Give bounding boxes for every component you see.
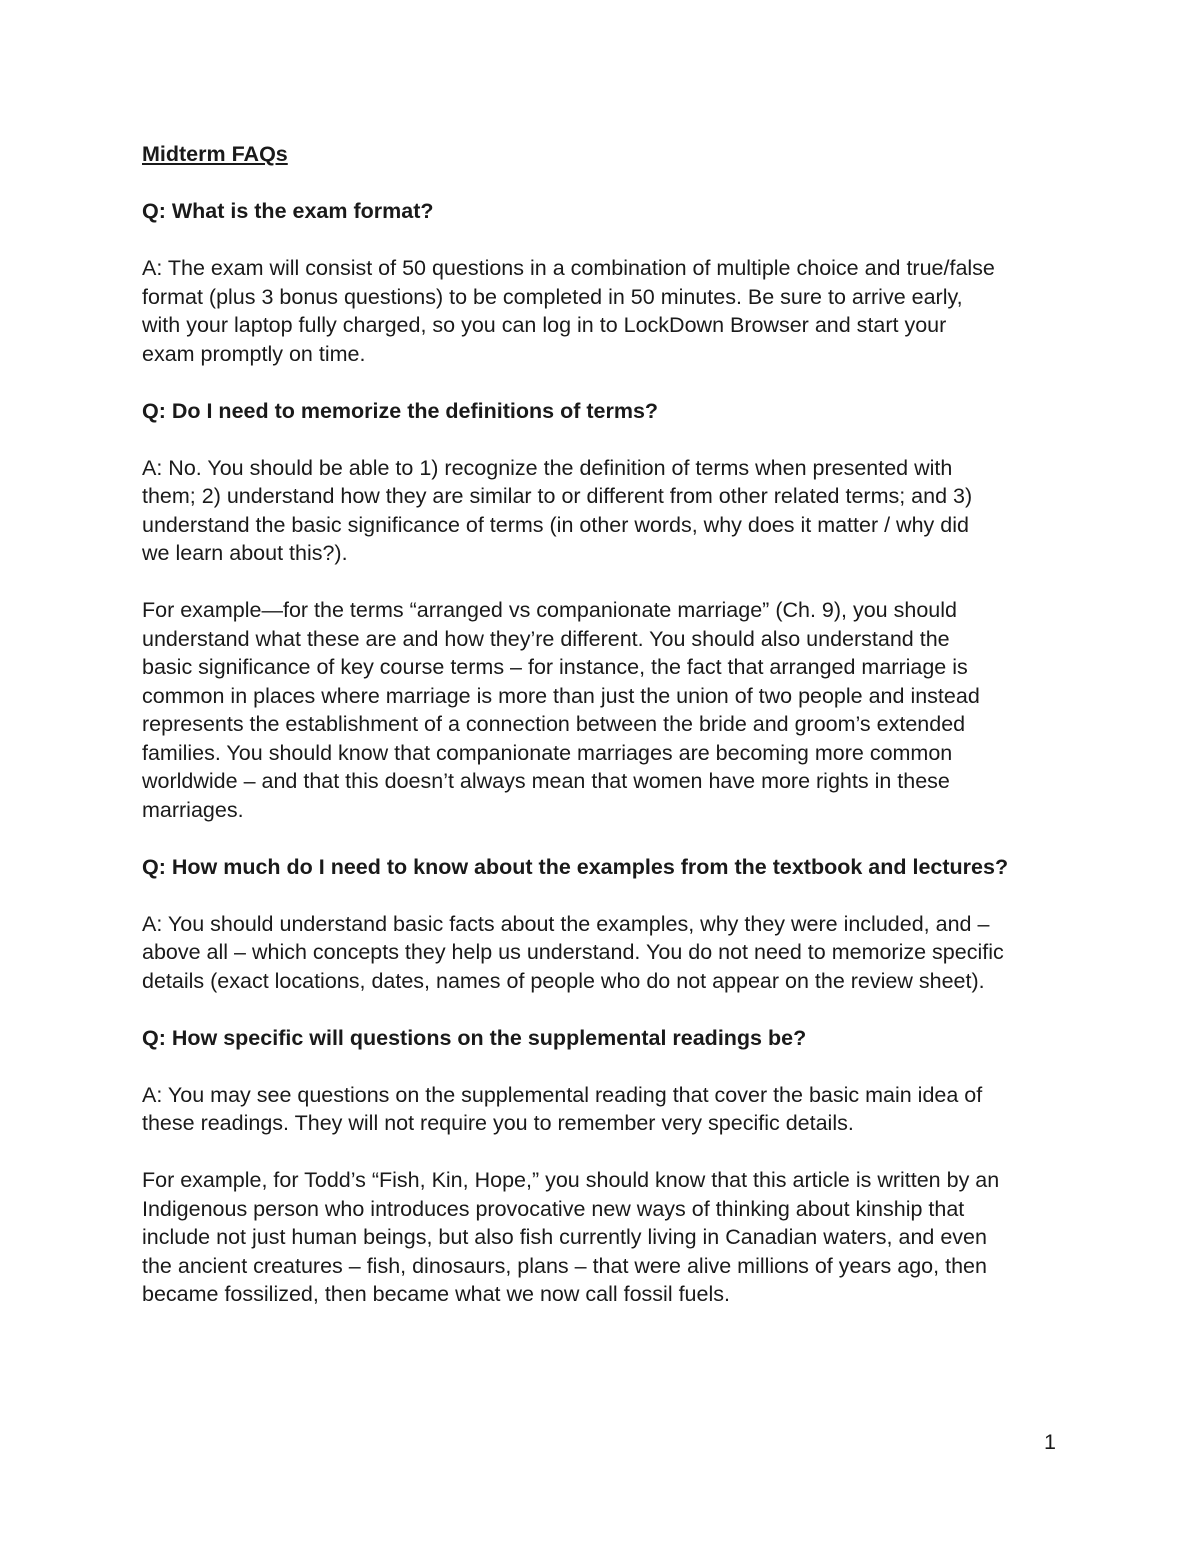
paragraph-line: A: You may see questions on the supplemental reading that cover the basic main idea of — [142, 1082, 983, 1107]
paragraph-line: A: You should understand basic facts about the examples, why they were included, and – — [142, 911, 990, 936]
paragraph-line: them; 2) understand how they are similar to or different from other related terms; and 3) — [142, 484, 973, 508]
paragraph-line: For example—for the terms “arranged vs companionate marriage” (Ch. 9), you should — [142, 598, 957, 622]
page-title: Midterm FAQs — [142, 142, 288, 166]
faq-question: Q: How much do I need to know about the examples from the textbook and lectures? — [142, 854, 1009, 879]
faq-answer-paragraph — [142, 454, 1072, 568]
faq-answer-paragraph — [142, 1081, 1072, 1138]
paragraph-line: became fossilized, then became what we now call fossil fuels. — [142, 1282, 730, 1306]
paragraph-line: worldwide – and that this doesn’t always mean that women have more rights in these — [142, 769, 950, 793]
paragraph-line: above all – which concepts they help us understand. You do not need to memorize specific — [142, 940, 1004, 964]
faq-answer-paragraph — [142, 910, 1072, 996]
paragraph-line: details (exact locations, dates, names of people who do not appear on the review sheet). — [142, 968, 985, 993]
paragraph-line: basic significance of key course terms – for instance, the fact that arranged marriage is — [142, 655, 968, 679]
paragraph-line: include not just human beings, but also fish currently living in Canadian waters, and even — [142, 1225, 987, 1249]
paragraph-line: understand what these are and how they’re different. You should also understand the — [142, 626, 950, 651]
faq-question: Q: Do I need to memorize the definitions of terms? — [142, 398, 659, 423]
paragraph-line: understand the basic significance of terms (in other words, why does it matter / why did — [142, 512, 969, 537]
paragraph-line: these readings. They will not require you to remember very specific details. — [142, 1111, 854, 1135]
document-body — [142, 140, 1072, 1337]
faq-question: Q: What is the exam format? — [142, 199, 434, 223]
faq-question: Q: How specific will questions on the supplemental readings be? — [142, 1025, 807, 1050]
faq-sections — [142, 197, 1072, 1309]
paragraph-line: A: No. You should be able to 1) recognize the definition of terms when presented with — [142, 455, 953, 480]
paragraph-line: common in places where marriage is more than just the union of two people and instead — [142, 683, 980, 708]
paragraph-line: families. You should know that companionate marriages are becoming more common — [142, 740, 953, 765]
paragraph-line: A: The exam will consist of 50 questions in a combination of multiple choice and true/false — [142, 256, 995, 280]
paragraph-line: Indigenous person who introduces provocative new ways of thinking about kinship that — [142, 1196, 965, 1221]
faq-answer-paragraph — [142, 254, 1072, 368]
paragraph-line: we learn about this?). — [142, 541, 348, 565]
paragraph-line: the ancient creatures – fish, dinosaurs, plans – that were alive millions of years ago, then — [142, 1253, 987, 1278]
faq-answer-paragraph — [142, 1166, 1072, 1309]
paragraph-line: exam promptly on time. — [142, 341, 366, 366]
paragraph-line: represents the establishment of a connection between the bride and groom’s extended — [142, 712, 966, 736]
paragraph-line: with your laptop fully charged, so you can log in to LockDown Browser and start your — [142, 313, 947, 337]
page-number: 1 — [1044, 1430, 1056, 1454]
paragraph-line: format (plus 3 bonus questions) to be completed in 50 minutes. Be sure to arrive early, — [142, 284, 963, 309]
faq-answer-paragraph — [142, 596, 1072, 824]
paragraph-line: marriages. — [142, 797, 244, 822]
paragraph-line: For example, for Todd’s “Fish, Kin, Hope,” you should know that this article is written by an — [142, 1168, 1000, 1192]
